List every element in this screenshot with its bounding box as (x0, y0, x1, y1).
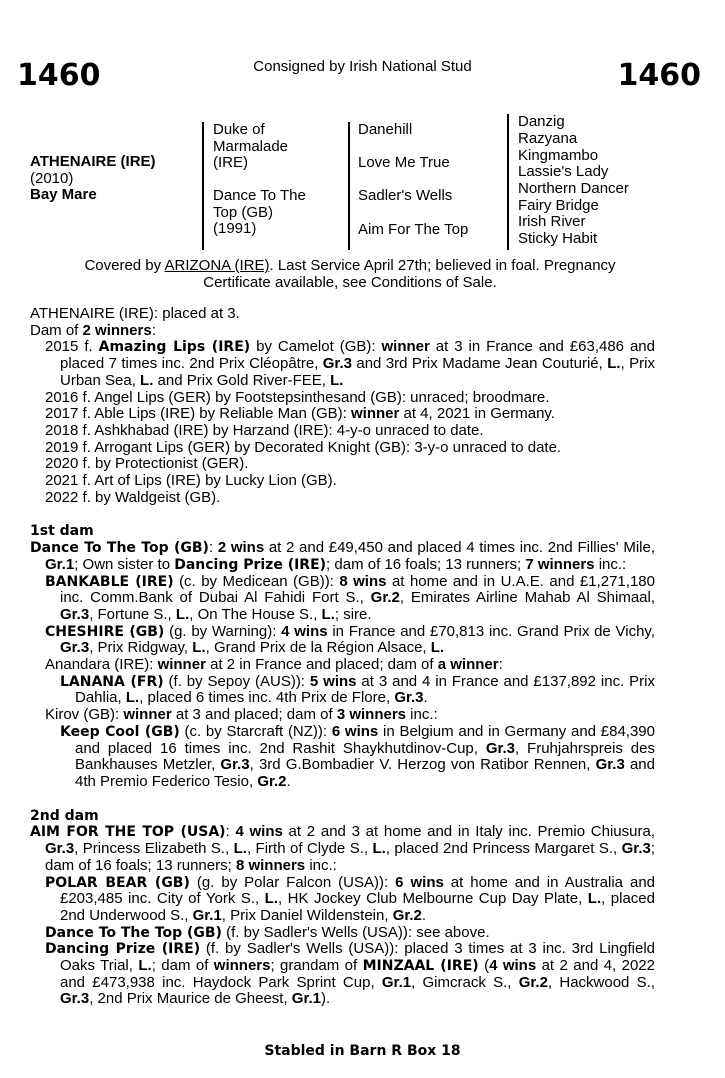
granddam-2: Aim For The Top (358, 221, 469, 238)
ggp-8: Sticky Habit (518, 230, 598, 247)
stabling-location: Stabled in Barn R Box 18 (264, 1043, 461, 1059)
dam: Dance To The Top (GB) (1991) (213, 187, 306, 237)
first-dam-grandproduce-keep-cool: Keep Cool (GB) (c. by Starcraft (NZ)): 6 wins in Belgium and in Germany and £84,390 and placed 16 times inc. 2nd Rashit Shaykhutdinov-Cup, Gr.3, Fruhjahrspreis des Bankhauses Metzler, Gr.3, 3rd G.Bombadier V. Herzog von Ratibor Rennen, Gr.3 and 4th Premio Federico Tesio, Gr.2. (60, 722, 655, 790)
ggp-2: Razyana (518, 130, 578, 147)
pedigree-table (30, 114, 670, 249)
lot-number-left: 1460 (17, 58, 101, 93)
second-dam: AIM FOR THE TOP (USA): 4 wins at 2 and 3 at home and in Italy inc. Premio Chiusura, Gr.3, Princess Elizabeth S., L., Firth of Clyde S., L., placed 2nd Princess Margaret S., Gr.3; dam of 16 foals; 13 runners; 8 winners inc.: (30, 823, 655, 874)
second-dam-produce-dance-to-the-top: Dance To The Top (GB) (f. by Sadler's Wells (USA)): see above. (45, 923, 490, 941)
produce-2017: 2017 f. Able Lips (IRE) by Reliable Man (GB): winner at 4, 2021 in Germany. (45, 405, 555, 423)
ggp-3: Kingmambo (518, 147, 599, 164)
produce-2022: 2022 f. by Waldgeist (GB). (45, 488, 221, 506)
horse-info (30, 154, 156, 204)
catalogue-body (30, 306, 655, 1008)
bracket-line-3 (507, 114, 509, 250)
sire: Duke of Marmalade (IRE) (213, 121, 289, 171)
produce-2018: 2018 f. Ashkhabad (IRE) by Harzand (IRE): 4-y-o unraced to date. (45, 421, 484, 439)
first-dam-produce-kirov: Kirov (GB): winner at 3 and placed; dam of 3 winners inc.: (45, 706, 438, 724)
horse-summary: ATHENAIRE (IRE): placed at 3. (30, 305, 240, 322)
produce-2020: 2020 f. by Protectionist (GER). (45, 455, 249, 473)
produce-2015: 2015 f. Amazing Lips (IRE) by Camelot (GB): winner at 3 in France and £63,486 and placed 7 times inc. 2nd Prix Cléopâtre, Gr.3 and 3rd Prix Madame Jean Couturié, L., Prix Urban Sea, L. and Prix Gold River-FEE, L. (45, 338, 655, 389)
horse-sex: Bay Mare (30, 186, 97, 203)
ggp-6: Fairy Bridge (518, 197, 599, 214)
first-dam: Dance To The Top (GB): 2 wins at 2 and £49,450 and placed 4 times inc. 2nd Fillies' Mile, Gr.1; Own sister to Dancing Prize (IRE); dam of 16 foals; 13 runners; 7 winners inc.: (30, 539, 655, 573)
produce-2016: 2016 f. Angel Lips (GER) by Footstepsinthesand (GB): unraced; broodmare. (45, 388, 550, 406)
grandsire-2: Sadler's Wells (358, 187, 453, 204)
second-dam-heading: 2nd dam (30, 807, 99, 824)
lot-number-right: 1460 (617, 58, 701, 93)
first-dam-produce-anandara: Anandara (IRE): winner at 2 in France and placed; dam of a winner: (45, 656, 503, 674)
second-dam-produce-dancing-prize: Dancing Prize (IRE) (f. by Sadler's Wells (USA)): placed 3 times at 3 inc. 3rd Lingfield Oaks Trial, L.; dam of winners; grandam of MINZAAL (IRE) (4 wins at 2 and 4, 2022 and £473,938 inc. Haydock Park Sprint Cup, Gr.1, Gimcrack S., Gr.2, Hackwood S., Gr.3, 2nd Prix Maurice de Gheest, Gr.1). (45, 940, 656, 1008)
ggp-7: Irish River (518, 213, 586, 230)
ggp-5: Northern Dancer (518, 180, 629, 197)
bracket-line-1 (202, 122, 204, 250)
first-dam-produce-cheshire: CHESHIRE (GB) (g. by Warning): 4 wins in France and £70,813 inc. Grand Prix de Vichy, Gr.3, Prix Ridgway, L., Grand Prix de la Région Alsace, L. (45, 622, 655, 657)
horse-year: (2010) (30, 169, 74, 187)
granddam-1: Love Me True (358, 154, 450, 171)
consignor: Consigned by Irish National Stud (253, 58, 472, 75)
ggp-1: Danzig (518, 113, 565, 130)
bracket-line-2 (348, 122, 350, 250)
horse-name: ATHENAIRE (IRE) (30, 153, 156, 170)
first-dam-heading: 1st dam (30, 523, 94, 540)
covering-note: Covered by ARIZONA (IRE). Last Service April 27th; believed in foal. Pregnancy Certificate available, see Conditions of Sale. (84, 257, 616, 291)
covering-stallion: ARIZONA (IRE) (164, 257, 270, 274)
first-dam-produce-bankable: BANKABLE (IRE) (c. by Medicean (GB)): 8 wins at home and in U.A.E. and £1,271,180 inc. Comm.Bank of Dubai Al Fahidi Fort S., Gr.2, Emirates Airline Mahab Al Shimaal, Gr.3, Fortune S., L., On The House S., L.; sire. (45, 572, 655, 623)
produce-2019: 2019 f. Arrogant Lips (GER) by Decorated Knight (GB): 3-y-o unraced to date. (45, 438, 562, 456)
produce-2021: 2021 f. Art of Lips (IRE) by Lucky Lion (GB). (45, 472, 337, 490)
second-dam-produce-polar-bear: POLAR BEAR (GB) (g. by Polar Falcon (USA)): 6 wins at home and in Australia and £203,485 inc. City of York S., L., HK Jockey Club Melbourne Cup Day Plate, L., placed 2nd Underwood S., Gr.1, Prix Daniel Wildenstein, Gr.2. (45, 873, 655, 924)
ggp-4: Lassie's Lady (518, 163, 609, 180)
dam-of-summary: Dam of 2 winners: (30, 321, 156, 339)
grandsire-1: Danehill (358, 121, 413, 138)
first-dam-grandproduce-lanana: LANANA (FR) (f. by Sepoy (AUS)): 5 wins at 3 and 4 in France and £137,892 inc. Prix Dahlia, L., placed 6 times inc. 4th Prix de Flore, Gr.3. (60, 672, 655, 707)
